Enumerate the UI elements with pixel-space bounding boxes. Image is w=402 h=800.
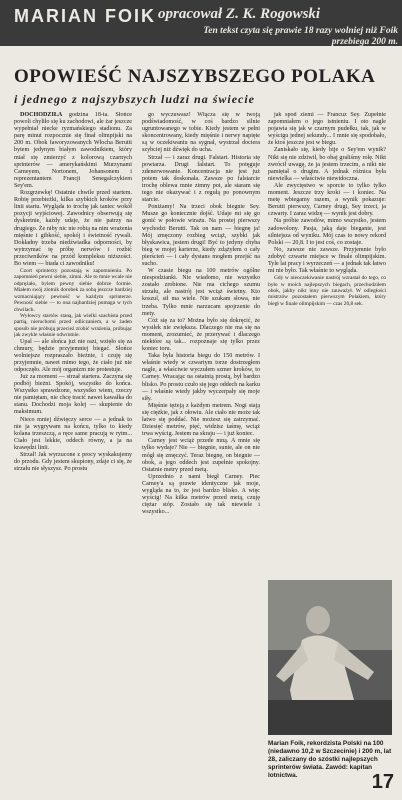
paragraph-text: Zaniskało się, kiedy bije o Sey'em wynik? Nikt się nie zdziwił, bo obaj graliśmy rolę. Nikt zwrócił uwagę, że ja jestem trzecim, a nikt nie pamiętał o drugim. A jednak różnica była niewielka — właściwie niewidoczna. <box>268 147 386 182</box>
paragraph-text: Na próbie zawodów, mimo wszystko, jestem zadowolony. Pasja, jaką daje bieganie, jest silniejsza od wyniku. Mój czas to nowy rekord Polski — 20,8. I to jest coś, co zostaje. <box>268 218 386 246</box>
article-title: OPOWIEŚĆ NAJSZYBSZEGO POLAKA <box>14 66 376 87</box>
article-paragraph <box>142 403 260 438</box>
article-paragraph <box>14 374 132 417</box>
text-column-1 <box>14 112 132 788</box>
article-paragraph <box>14 417 132 452</box>
paragraph-text: Mięśnie tężeją z każdym metrem. Nogi stają się ciężkie, jak z ołowiu. Ale ciało nie może tak łatwo się poddać. Nie możesz się zatrzymać. Dziesięć metrów, pięć, widzisz taśmę, wciąż trwa wyścig. Jestem na skraju — i już koniec. <box>142 402 260 438</box>
paragraph-text: Taka była historia biegu do 150 metrów. I właśnie wtedy w czwartym torze dostrzegłem nagle, a właściwie wyczułem szmer kroków, to Carney. Wracając na ostatnią prostą, był bardzo blisko. Po prostu czuło się jego oddech na karku — i właśnie wtedy jakby wyczerpały się moje siły. <box>142 353 260 402</box>
lead-word: DOCHODZIŁA <box>20 112 63 118</box>
article-paragraph <box>14 268 132 313</box>
page-number: 17 <box>371 771 394 793</box>
article-paragraph <box>142 112 260 155</box>
article-paragraph <box>142 438 260 473</box>
lead-text: Ten tekst czyta się prawie 18 razy wolniej niż Foik przebiega 200 m. <box>203 26 398 47</box>
paragraph-text: Upal — ale słońca już nie razi, wzięło się za chmury, będzie przyjemniej biegać. Słońce wolniejsze rozpraszało bieżnie, i czuję się przyjemnie, nawet mimo tego, że ciało już nie odpoczęło. Ale mój organizm nie protestuje. <box>14 338 132 373</box>
article-paragraph <box>14 452 132 473</box>
author-name: MARIAN FOIK <box>14 6 156 26</box>
article-paragraph <box>142 204 260 268</box>
article-paragraph <box>14 339 132 374</box>
athlete-photo <box>268 580 392 735</box>
article-paragraph <box>142 474 260 517</box>
article-paragraph <box>268 112 386 147</box>
article-paragraph <box>142 353 260 403</box>
article-paragraph <box>142 268 260 318</box>
article-paragraph <box>142 318 260 353</box>
article-paragraph <box>268 183 386 218</box>
article-paragraph <box>14 112 132 190</box>
paragraph-text: jak spod ziemi — Francuz Sey. Zupełnie zapomniałem o jego istnieniu. I oto nagle pojawia się jak w czarnym pudełku, tak, jak w wyścigu jednej sekundy... I mnie się spodobało, że ktoś jeszcze jest w biegu. <box>268 112 386 147</box>
paragraph-text: Gdy w nieoczekiwanie nastrój wzrastał do tego, co było w moich najlepszych biegach, przechodziłem obok, jakby nikt inny nie zauważył. W odległości mistrzów pozostałem pierwszym Polakiem, który biegł w finale olimpijskim — czas 20,8 sek. <box>268 275 386 307</box>
paragraph-text: No, zawsze nie zawsze. Przyjemnie było zdobyć czwarte miejsce w finale olimpijskim. Tyle lat pracy i wyrzeczeń — a jednak tak łatwo mi nie było. Tak właśnie to wygląda. <box>268 246 386 275</box>
paragraph-text: Carney jest wciąż przede mną. A mnie się tylko wydaje? Nie — biegnie, sunie, ale on nie mógł się zmęczyć. Teraz biegnę, on biegnie — obok, a jego oddech jest zupełnie spokojny. Ostatnie metry przed metą. <box>142 438 260 473</box>
paragraph-text: go wyczuwasz! Włącza się w twoją podświadomość, w coś bardzo silnie ugruntowanego w tobie. Kiedy jestem w pełni skoncentrowany, kiedy mięśnie i nerwy napięte są w oczekiwaniu na sygnał, wystrzał dociera szybciej niż dźwięk do ucha. <box>142 112 260 154</box>
paragraph-text: Poniżamy! Na trzeci obok biegnie Sey. Musze go koniecznie dojść. Udaje mi się go gonić w połowie wirażu. Na prostej pierwszy wychodzi Berutti. Tak on nam — biegnę ja! Mój zmęczony rozbieg wciąż, szybki jak błyskawica, jestem drugi! Być to jedyny chyba bieg w mojej karierze, kiedy zdążyłem o cały pierścień — i cały dystans mogłem przejść na sucho. <box>142 204 260 267</box>
text-column-2 <box>142 112 260 788</box>
paragraph-text: Uprzednio z nami biegł Carney. Piec Carney'a są prawie identyczne jak moje, wygląda na to, że jest bardzo blisko. A więc wyścig! Na kilka metrów przed metą, czuję ciężar stóp. Zostało się tak niewiele i wszystko... <box>142 473 260 516</box>
paragraph-text: godzina 18-ta. Słońce powoli chyliło się ku zachodowi, ale żar jeszcze wypełniał niecke ryzmańskiego stadionu. Za parę minut rozpocznie się finał olimpijski na 200 m. Obok faworyzowanych Włocha Berutti bytem jedynym białym zawodnikiem, który miał się zmierzyć z kolorową czarnych sprinterów — amerykańskimi Murzynami Carneyem, Nortonem, Johansonem i reprezentantem Francji Senegalczykiem Sey'em. <box>14 112 132 189</box>
article-paragraph <box>142 155 260 205</box>
article-paragraph <box>268 218 386 246</box>
photo-caption: Marian Foik, rekordzista Polski na 100 (niedawno 10,2 w Szczecinie) i 200 m, lat 28, zaliczany do szóstki najlepszych sprinterów świata. Zawód: kapitan lotnictwa. <box>268 740 392 779</box>
paragraph-text: Czort sprinterzy pozostają w zapomnieniu. Po zapomnień pewni siebie, zimni. Ale to mnie wcale nie odprężało, bylem pewny siebie dobrze formie. Miałem swój zlotnik dorobek za sobą jeszcze bardziej wzmacniający pewność w każdym sprinterze. Pewność siebie — to ona najbardziej pomaga w tych chwilach. <box>14 268 132 313</box>
paragraph-text: Ale zwycięstwo w sporcie to tylko tylko moment. Jeszcze trzy kroki — i koniec. Na metę wbiegamy razem, a wynik pokazuje: Berutti pierwszy, Carney drugi, Sey trzeci, ja czwarty. I zaraz widzę — wynik jest dobry. <box>268 182 386 218</box>
paragraph-text: Cóż się za to? Można było się dokręcić, że wysiłek nie zwiększa. Dlaczego nie ma się na moment, zrozumieć, że przerywać i dlaczego niektóre są tak... rozpoznaje się tylko przez koniec toru. <box>142 317 260 353</box>
photo-illustration <box>268 580 392 735</box>
paragraph-text: Wyłowcy startów staną, jak wielki szachista przed partią, nieruchomi przed odliczaniem, a w żaden sposób nie próbują przecież zrobić wrażenia, próbując jak zwykle właśnie odwrotnie. <box>14 312 132 339</box>
article-paragraph <box>268 275 386 307</box>
paragraph-text: Strzał! Jak wyrzucone z procy wyskakujemy do przodu. Gdy jestem skupiony, zdaje ci się, że strzału nie słyszysz. Po prostu <box>14 452 132 473</box>
paragraph-text: W czasie biegu na 100 metrów ogólne niespodzianki. Nie wiadomo, nie wszystko zostało zrobione. Nie ma cichego szumu strzału, ale nastrój jest wciąż świetny. Kto koszul, sił ma wiele. Nie szukam słowa, nie trzeba. Tylko mnie narzucam spojrzenie do mety. <box>142 268 260 317</box>
article-paragraph <box>14 190 132 268</box>
article-paragraph <box>14 313 132 339</box>
article-paragraph <box>268 247 386 275</box>
article-paragraph <box>268 147 386 182</box>
article-subtitle: i jednego z najszybszych ludzi na świecie <box>14 92 256 106</box>
adaptation-credit: opracował Z. K. Rogowski <box>158 6 321 22</box>
paragraph-text: Już za moment — strzał startera. Zaczyna się podbój bieżni. Spokój, wszystko do końca. Wszystko sprawdzone, wszystko wiem, rzeczy nie pamiętam, nie chcę tracić nawet kawałka do stanu. Dochodzi moja kolej — skupienie do maksimum. <box>14 374 132 416</box>
paragraph-text: Strzał — i zaraz drugi. Falstart. Historia się powtarza. Drugi falstart. To potęguje zdenerwowanie. Koncentracja nie jest już potem tak doskonała. Zawsze po falstarcie trochę oblewa mnie zimny pot, ale staram się tego nie okazywać i z regułą po ponownym starcie. <box>142 154 260 204</box>
paragraph-text: Rozgrzewkę! Ostatnie chwile przed startem. Robię przebieżki, kilka szybkich kroków przy linii startu. Wygląda to trochę jak taniec wokół pozycji wyjściowej. Zawodnicy obserwują się dyskretnie, każdy udaje, że nie patrzy na drugiego. Że niby nic nie robią na nim wrażenia mięśnie i gibkość, spokój i świetność rywali. Dokładny trzeba niedźwiadka odporności, by wytrzymać tę próbę nerwów i rozbić przeciwników na przód kompleksu niższości. Bo wiem — biada ci zawodniku! <box>14 190 132 267</box>
paragraph-text: Nieco mniej dźwięczy serce — a jednak to nie ja wygrywam na końcu, tylko to kiedy kolana trzeszczą, a ręce same pracują w rytm... Ciało jest lekkie, oddech równy, a ja na krawędzi linii. <box>14 416 132 451</box>
text-column-3 <box>268 112 386 574</box>
